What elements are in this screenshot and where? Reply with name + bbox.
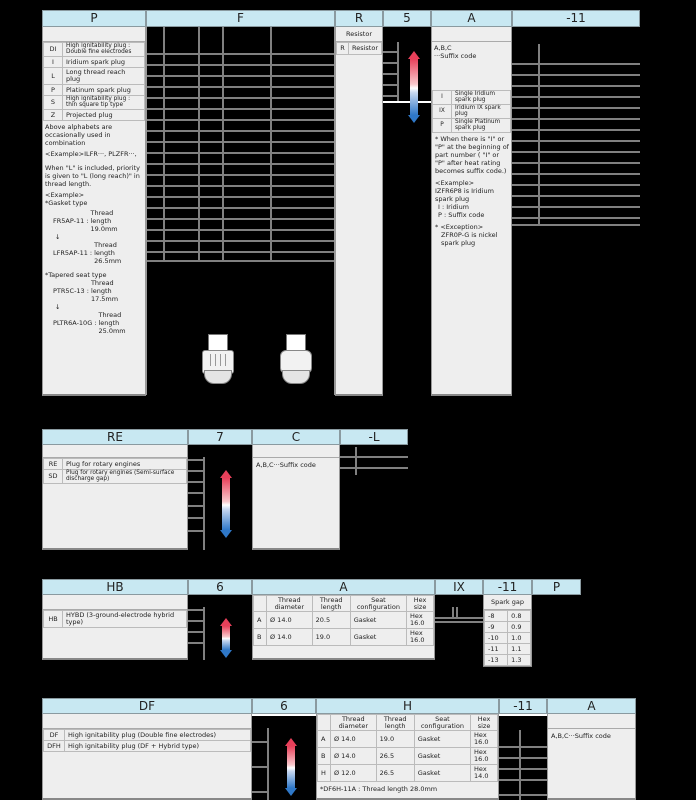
table-row: P Platinum spark plug bbox=[44, 85, 145, 96]
h-thread-panel bbox=[316, 714, 499, 800]
p-subheader bbox=[43, 27, 145, 42]
a-suffix-code: A,B,C ···Suffix code bbox=[434, 44, 477, 60]
table-header-row: Thread diameter Thread length Seat configuration Hex size bbox=[318, 715, 498, 731]
table-row: A Ø 14.0 20.5 Gasket Hex 16.0 bbox=[254, 612, 434, 629]
f-left-border bbox=[146, 27, 147, 395]
a-subheader bbox=[432, 27, 511, 42]
header-df: DF bbox=[42, 698, 252, 714]
r-code-table bbox=[336, 42, 382, 55]
table-row: RE Plug for rotary engines bbox=[44, 459, 187, 470]
header-gap: -11 bbox=[483, 579, 532, 595]
combination-note: Above alphabets are occasionally used in combination bbox=[45, 123, 113, 147]
tapered-seat-label: *Tapered seat type bbox=[45, 271, 107, 279]
header-p: P bbox=[42, 10, 146, 27]
spark-gap-panel bbox=[483, 595, 532, 667]
hb-subheader bbox=[43, 595, 187, 610]
ix-grid bbox=[435, 595, 483, 625]
hb-panel bbox=[42, 595, 188, 660]
table-row: I Iridium spark plug bbox=[44, 57, 145, 68]
header-p: P bbox=[532, 579, 581, 595]
df-code-table bbox=[43, 729, 251, 752]
gasket-plug-image bbox=[202, 334, 232, 384]
long-reach-note: When "L" is included, priority is given to "L (long reach)" in thread length. bbox=[45, 164, 140, 188]
header-f: F bbox=[146, 10, 335, 27]
df-subheader bbox=[43, 714, 251, 729]
a-code-table bbox=[432, 90, 511, 133]
gap-table-grid bbox=[512, 27, 640, 396]
header-h: H bbox=[316, 698, 499, 714]
p-code-table bbox=[43, 42, 145, 121]
df-a-suffix-code: A,B,C···Suffix code bbox=[551, 732, 611, 740]
table-row: DI High ignitability plug : Double fine electrodes bbox=[44, 43, 145, 57]
df-gap-grid bbox=[499, 714, 547, 800]
table-row: I Single Iridium spark plug bbox=[433, 91, 511, 105]
table-row: SD Plug for rotary engines (Semi-surface discharge gap) bbox=[44, 470, 187, 484]
gasket-example-1: FR5AP-11 : Thread length 19.0mm bbox=[53, 209, 118, 233]
table-row: B Ø 14.0 19.0 Gasket Hex 16.0 bbox=[254, 629, 434, 646]
header-hb: HB bbox=[42, 579, 188, 595]
c-suffix-code: A,B,C···Suffix code bbox=[256, 461, 316, 469]
header-heat-rating: 7 bbox=[188, 429, 252, 445]
df-panel bbox=[42, 714, 252, 800]
spark-gap-table bbox=[484, 610, 531, 666]
table-row: -11 1.1 bbox=[485, 644, 531, 655]
tapered-example-2: PLTR6A-10G : Thread length 25.0mm bbox=[53, 311, 126, 335]
header-a: A bbox=[547, 698, 636, 714]
header-c: C bbox=[252, 429, 340, 445]
resistor-subheader: Resistor bbox=[336, 27, 382, 42]
gasket-type-label: *Gasket type bbox=[45, 199, 88, 207]
suffix-note: * When there is "I" or "P" at the beginning of part number ( "I" or "P" after heat rating becomes suffix code.) bbox=[435, 135, 509, 175]
header-heat-rating: 6 bbox=[188, 579, 252, 595]
df-a-subheader bbox=[548, 714, 635, 729]
h-thread-table bbox=[317, 714, 498, 782]
header-gap: -11 bbox=[512, 10, 640, 27]
f-thread-table-grid bbox=[146, 27, 335, 262]
header-gap: -11 bbox=[499, 698, 547, 714]
tapered-example-1: PTR5C-13 : Thread length 17.5mm bbox=[53, 279, 119, 303]
table-row: DFH High ignitability plug (DF + Hybrid type) bbox=[44, 741, 251, 752]
l-grid bbox=[340, 445, 408, 475]
r-panel bbox=[335, 27, 383, 396]
down-arrow-icon: ↓ bbox=[55, 303, 61, 311]
combination-example: <Example>ILFR···, PLZFR···, bbox=[45, 150, 137, 158]
header-a: A bbox=[431, 10, 512, 27]
heat-rating-arrow-icon bbox=[408, 51, 420, 123]
re-panel bbox=[42, 445, 188, 550]
table-row: -13 1.3 bbox=[485, 655, 531, 666]
example-label: <Example> bbox=[45, 191, 85, 199]
table-header-row: Thread diameter Thread length Seat configuration Hex size bbox=[254, 596, 434, 612]
c-subheader bbox=[253, 445, 339, 458]
heat-rating-arrow-icon bbox=[220, 470, 232, 538]
table-row: R Resistor bbox=[337, 43, 382, 55]
table-row: HB HYBD (3-ground-electrode hybrid type) bbox=[44, 611, 187, 628]
p-notes bbox=[43, 121, 145, 335]
table-row: L Long thread reach plug bbox=[44, 68, 145, 85]
header-re: RE bbox=[42, 429, 188, 445]
tapered-seat-plug-image bbox=[280, 334, 310, 384]
re-subheader bbox=[43, 445, 187, 458]
table-row: -9 0.9 bbox=[485, 622, 531, 633]
df-heat-rating-grid bbox=[252, 714, 316, 800]
heat-rating-grid bbox=[383, 27, 431, 103]
gasket-example-2: LFR5AP-11 : Thread length 26.5mm bbox=[53, 241, 122, 265]
df-a-suffix-panel bbox=[547, 714, 636, 800]
header-heat-rating: 5 bbox=[383, 10, 431, 27]
a-thread-panel bbox=[252, 595, 435, 660]
table-row: S High ignitability plug : thin square tip type bbox=[44, 96, 145, 110]
p-panel bbox=[42, 27, 146, 396]
table-row: DF High ignitability plug (Double fine electrodes) bbox=[44, 730, 251, 741]
heat-rating-arrow-icon bbox=[220, 618, 232, 658]
spark-gap-header: Spark gap bbox=[484, 595, 531, 610]
header-ix: IX bbox=[435, 579, 483, 595]
a-thread-table bbox=[253, 595, 434, 646]
table-row: B Ø 14.0 26.5 Gasket Hex 16.0 bbox=[318, 748, 498, 765]
re-code-table bbox=[43, 458, 187, 484]
header-a: A bbox=[252, 579, 435, 595]
h-thread-note: *DF6H-11A : Thread length 28.0mm bbox=[320, 785, 438, 793]
table-row: Z Projected plug bbox=[44, 110, 145, 121]
header-heat-rating: 6 bbox=[252, 698, 316, 714]
a-notes: * When there is "I" or "P" at the beginning of part number ( "I" or "P" after heat rating becomes suffix code.) <Example> IZFR6P8 is Iridium spark plug I : Iridium P : Suffix code * <Exception> ZFR0P-G is nickel spark plug bbox=[435, 135, 509, 247]
table-row: IX Iridium IX spark plug bbox=[433, 105, 511, 119]
table-row: H Ø 12.0 26.5 Gasket Hex 14.0 bbox=[318, 765, 498, 782]
table-row: -8 0.8 bbox=[485, 611, 531, 622]
header-l: -L bbox=[340, 429, 408, 445]
header-r: R bbox=[335, 10, 383, 27]
table-row: A Ø 14.0 19.0 Gasket Hex 16.0 bbox=[318, 731, 498, 748]
hb-code-table bbox=[43, 610, 187, 628]
table-row: -10 1.0 bbox=[485, 633, 531, 644]
table-row: P Single Platinum spark plug bbox=[433, 119, 511, 133]
c-suffix-panel bbox=[252, 445, 340, 550]
heat-rating-arrow-icon bbox=[285, 738, 297, 796]
a-suffix-panel bbox=[431, 27, 512, 396]
down-arrow-icon: ↓ bbox=[55, 233, 61, 241]
